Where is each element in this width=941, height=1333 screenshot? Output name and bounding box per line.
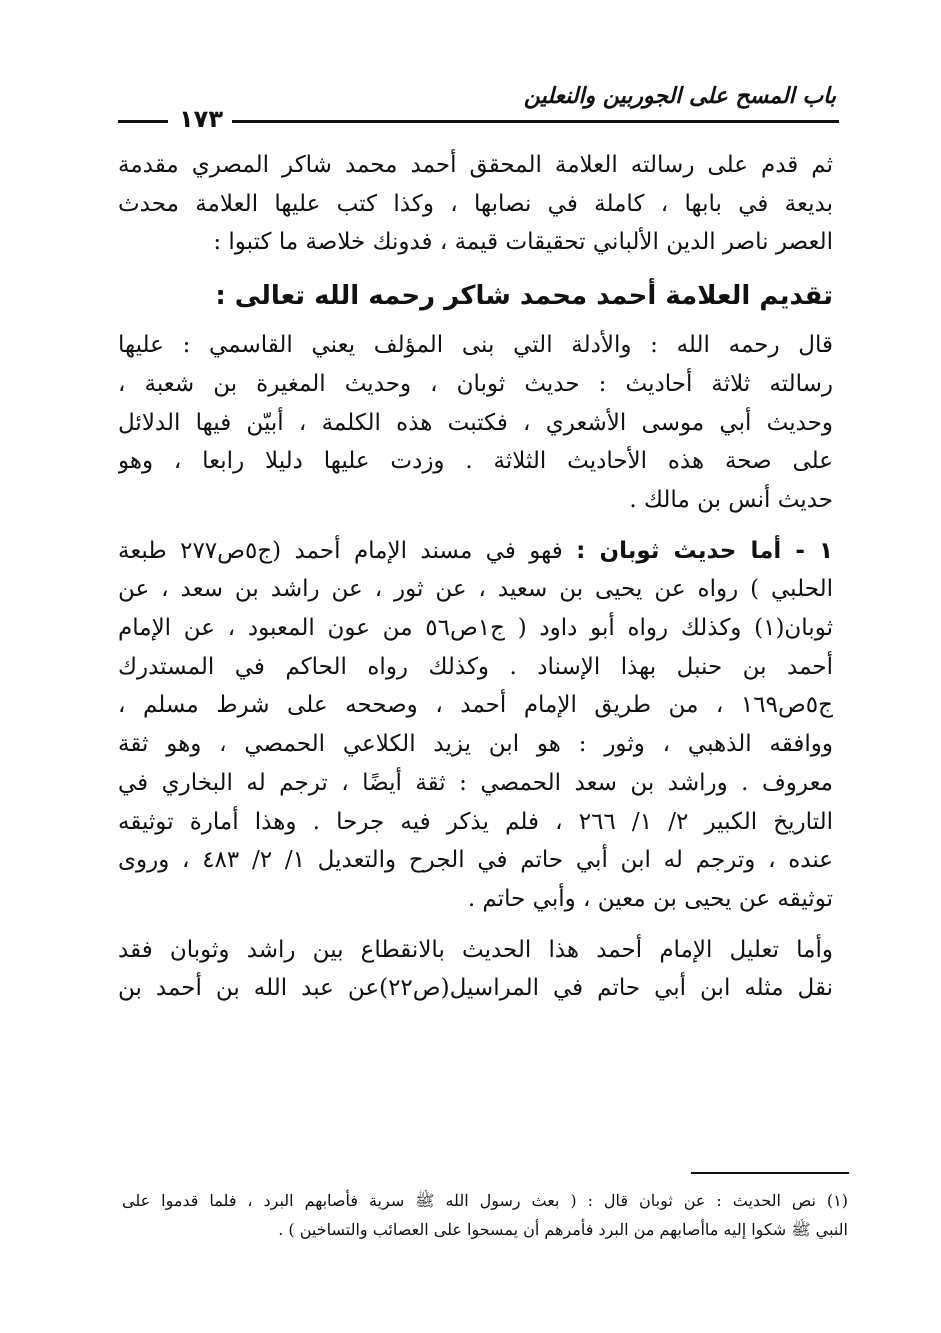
quote-paragraph: [118, 326, 833, 520]
text-line: أحمد بن حنبل بهذا الإسناد . وكذلك رواه الحاكم في المستدرك: [118, 653, 833, 680]
text-line: التاريخ الكبير ٢/ ١/ ٢٦٦ ، فلم يذكر فيه جرحا . وهذا أمارة توثيقه: [118, 808, 833, 835]
text-line: وحديث أبي موسى الأشعري ، فكتبت هذه الكلمة ، أبيّن فيها الدلائل: [118, 409, 833, 436]
text-line: معروف . وراشد بن سعد الحمصي : ثقة أيضًا ، ترجم له البخاري في: [118, 769, 833, 796]
footnote-separator: [691, 1172, 849, 1174]
text-line: عنده ، وترجم له ابن أبي حاتم في الجرح والتعديل ١/ ٢/ ٤٨٣ ، وروى: [118, 847, 833, 874]
header-rule-right: [232, 120, 839, 123]
main-text: [118, 146, 833, 1020]
text-line: ثوبان(١) وكذلك رواه أبو داود ( ج١ص٥٦ من عون المعبود ، عن الإمام: [118, 615, 833, 642]
tail-paragraph: [118, 931, 833, 1008]
text-line: الحلبي ) رواه عن يحيى بن سعيد ، عن ثور ، عن راشد بن سعد ، عن: [118, 576, 833, 603]
text-line: بديعة في بابها ، كاملة في نصابها ، وكذا كتب عليها العلامة محدث: [118, 190, 833, 217]
text-line: على صحة هذه الأحاديث الثلاثة . وزدت عليها دليلا رابعا ، وهو: [118, 448, 833, 475]
header-rule-left: [118, 120, 168, 123]
text-line: ج٥ص١٦٩ ، من طريق الإمام أحمد ، وصححه على شرط مسلم ،: [118, 692, 833, 719]
intro-paragraph: [118, 146, 833, 262]
text-line: قال رحمه الله : والأدلة التي بنى المؤلف يعني القاسمي : عليها: [118, 332, 833, 359]
text-line: نقل مثله ابن أبي حاتم في المراسيل(ص٢٢)عن عبد الله بن أحمد بن: [118, 975, 833, 1002]
page-number: ١٧٣: [179, 105, 223, 133]
section-heading: تقديم العلامة أحمد محمد شاكر رحمه الله تعالى :: [215, 281, 833, 312]
text-line: ثم قدم على رسالته العلامة المحقق أحمد محمد شاكر المصري مقدمة: [118, 152, 833, 178]
text-line: [118, 532, 833, 571]
text-line: العصر ناصر الدين الألباني تحقيقات قيمة ، فدونك خلاصة ما كتبوا :: [213, 229, 833, 256]
item-lead: ١ - أما حديث ثوبان :: [576, 537, 833, 564]
text-line: وأما تعليل الإمام أحمد هذا الحديث بالانقطاع بين راشد وثوبان فقد: [118, 936, 833, 963]
footnote: [122, 1186, 848, 1244]
text-line: حديث أنس بن مالك .: [629, 486, 833, 513]
text-line: توثيقه عن يحيى بن معين ، وأبي حاتم .: [467, 885, 833, 912]
thawban-paragraph: [118, 532, 833, 919]
running-title: باب المسح على الجوربين والنعلين: [523, 84, 836, 109]
footnote-line: (١) نص الحديث : عن ثوبان قال : ( بعث رسول الله ﷺ سرية فأصابهم البرد ، فلما قدموا على: [122, 1191, 848, 1210]
item-lead-rest: فهو في مسند الإمام أحمد (ج٥ص٢٧٧ طبعة: [118, 537, 577, 564]
text-line: ووافقه الذهبي ، وثور : هو ابن يزيد الكلاعي الحمصي ، وهو ثقة: [118, 731, 833, 758]
text-line: رسالته ثلاثة أحاديث : حديث ثوبان ، وحديث المغيرة بن شعبة ،: [118, 370, 833, 397]
footnote-line: النبي ﷺ شكوا إليه ماأصابهم من البرد فأمرهم أن يمسحوا على العصائب والتساخين ) .: [278, 1220, 848, 1239]
